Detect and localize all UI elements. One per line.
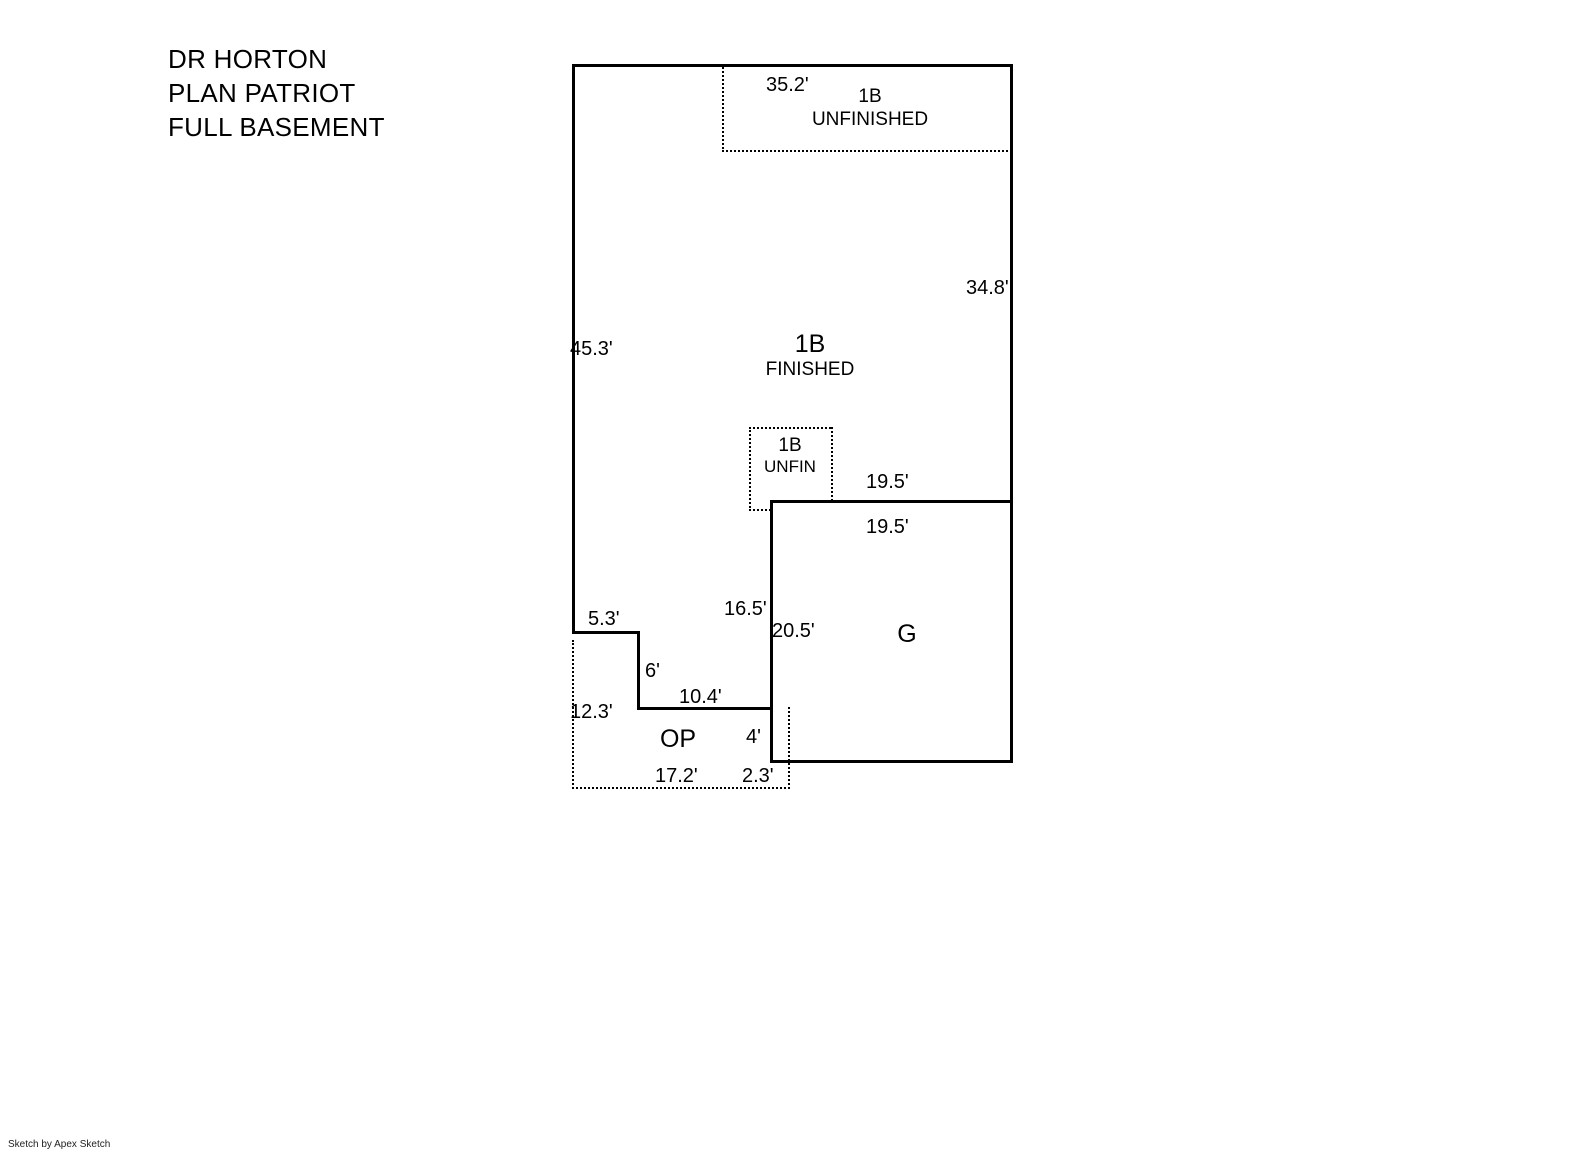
dotted-unfin-top [749,427,831,429]
room-sub: UNFIN [764,457,816,476]
dimension-porch-step: 6' [645,660,660,682]
dimension-right-height: 34.8' [966,277,1009,299]
sketch-credit: Sketch by Apex Sketch [8,1139,111,1150]
room-code: 1B [794,330,826,358]
dimension-garage-left-lower: 20.5' [772,620,815,642]
room-label-unfin-pocket [740,435,840,477]
room-label-garage [862,620,952,648]
wall-porch-top [572,631,640,634]
title-line-2: PLAN PATRIOT [168,78,356,108]
dimension-porch-bottom: 17.2' [655,765,698,787]
room-label-open-porch [635,725,721,753]
room-code: OP [659,725,697,753]
dimension-top-unfinished-width: 35.2' [766,74,809,96]
wall-top [572,64,1013,67]
dimension-porch-mid: 10.4' [679,686,722,708]
page-title [168,42,385,144]
dimension-garage-top: 19.5' [866,471,909,493]
wall-garage-right [1010,500,1013,763]
room-code: 1B [778,435,802,456]
wall-garage-top [770,500,1013,503]
title-line-1: DR HORTON [168,44,328,74]
wall-porch-step [637,631,640,710]
dimension-porch-left: 12.3' [570,701,613,723]
room-sub: FINISHED [765,359,855,380]
dimension-porch-bottom-small: 2.3' [742,765,774,787]
wall-right-upper [1010,64,1013,502]
dotted-unfinished-bottom [722,150,1012,152]
room-label-finished [730,330,890,382]
dimension-garage-top-inner: 19.5' [866,516,909,538]
dimension-left-height: 45.3' [570,338,613,360]
dimension-porch-top: 5.3' [588,608,620,630]
room-sub: UNFINISHED [811,109,929,130]
dotted-porch-right [788,707,790,789]
dimension-garage-left-upper: 16.5' [724,598,767,620]
wall-porch-jog [770,707,773,763]
room-code: 1B [858,86,882,107]
room-code: G [897,620,917,648]
wall-garage-bottom [770,760,1013,763]
dotted-unfinished-left [722,64,724,152]
room-label-unfinished-upper [790,86,950,132]
dimension-porch-right-small: 4' [746,726,761,748]
dotted-unfin-bottom [749,509,771,511]
title-line-3: FULL BASEMENT [168,112,385,142]
